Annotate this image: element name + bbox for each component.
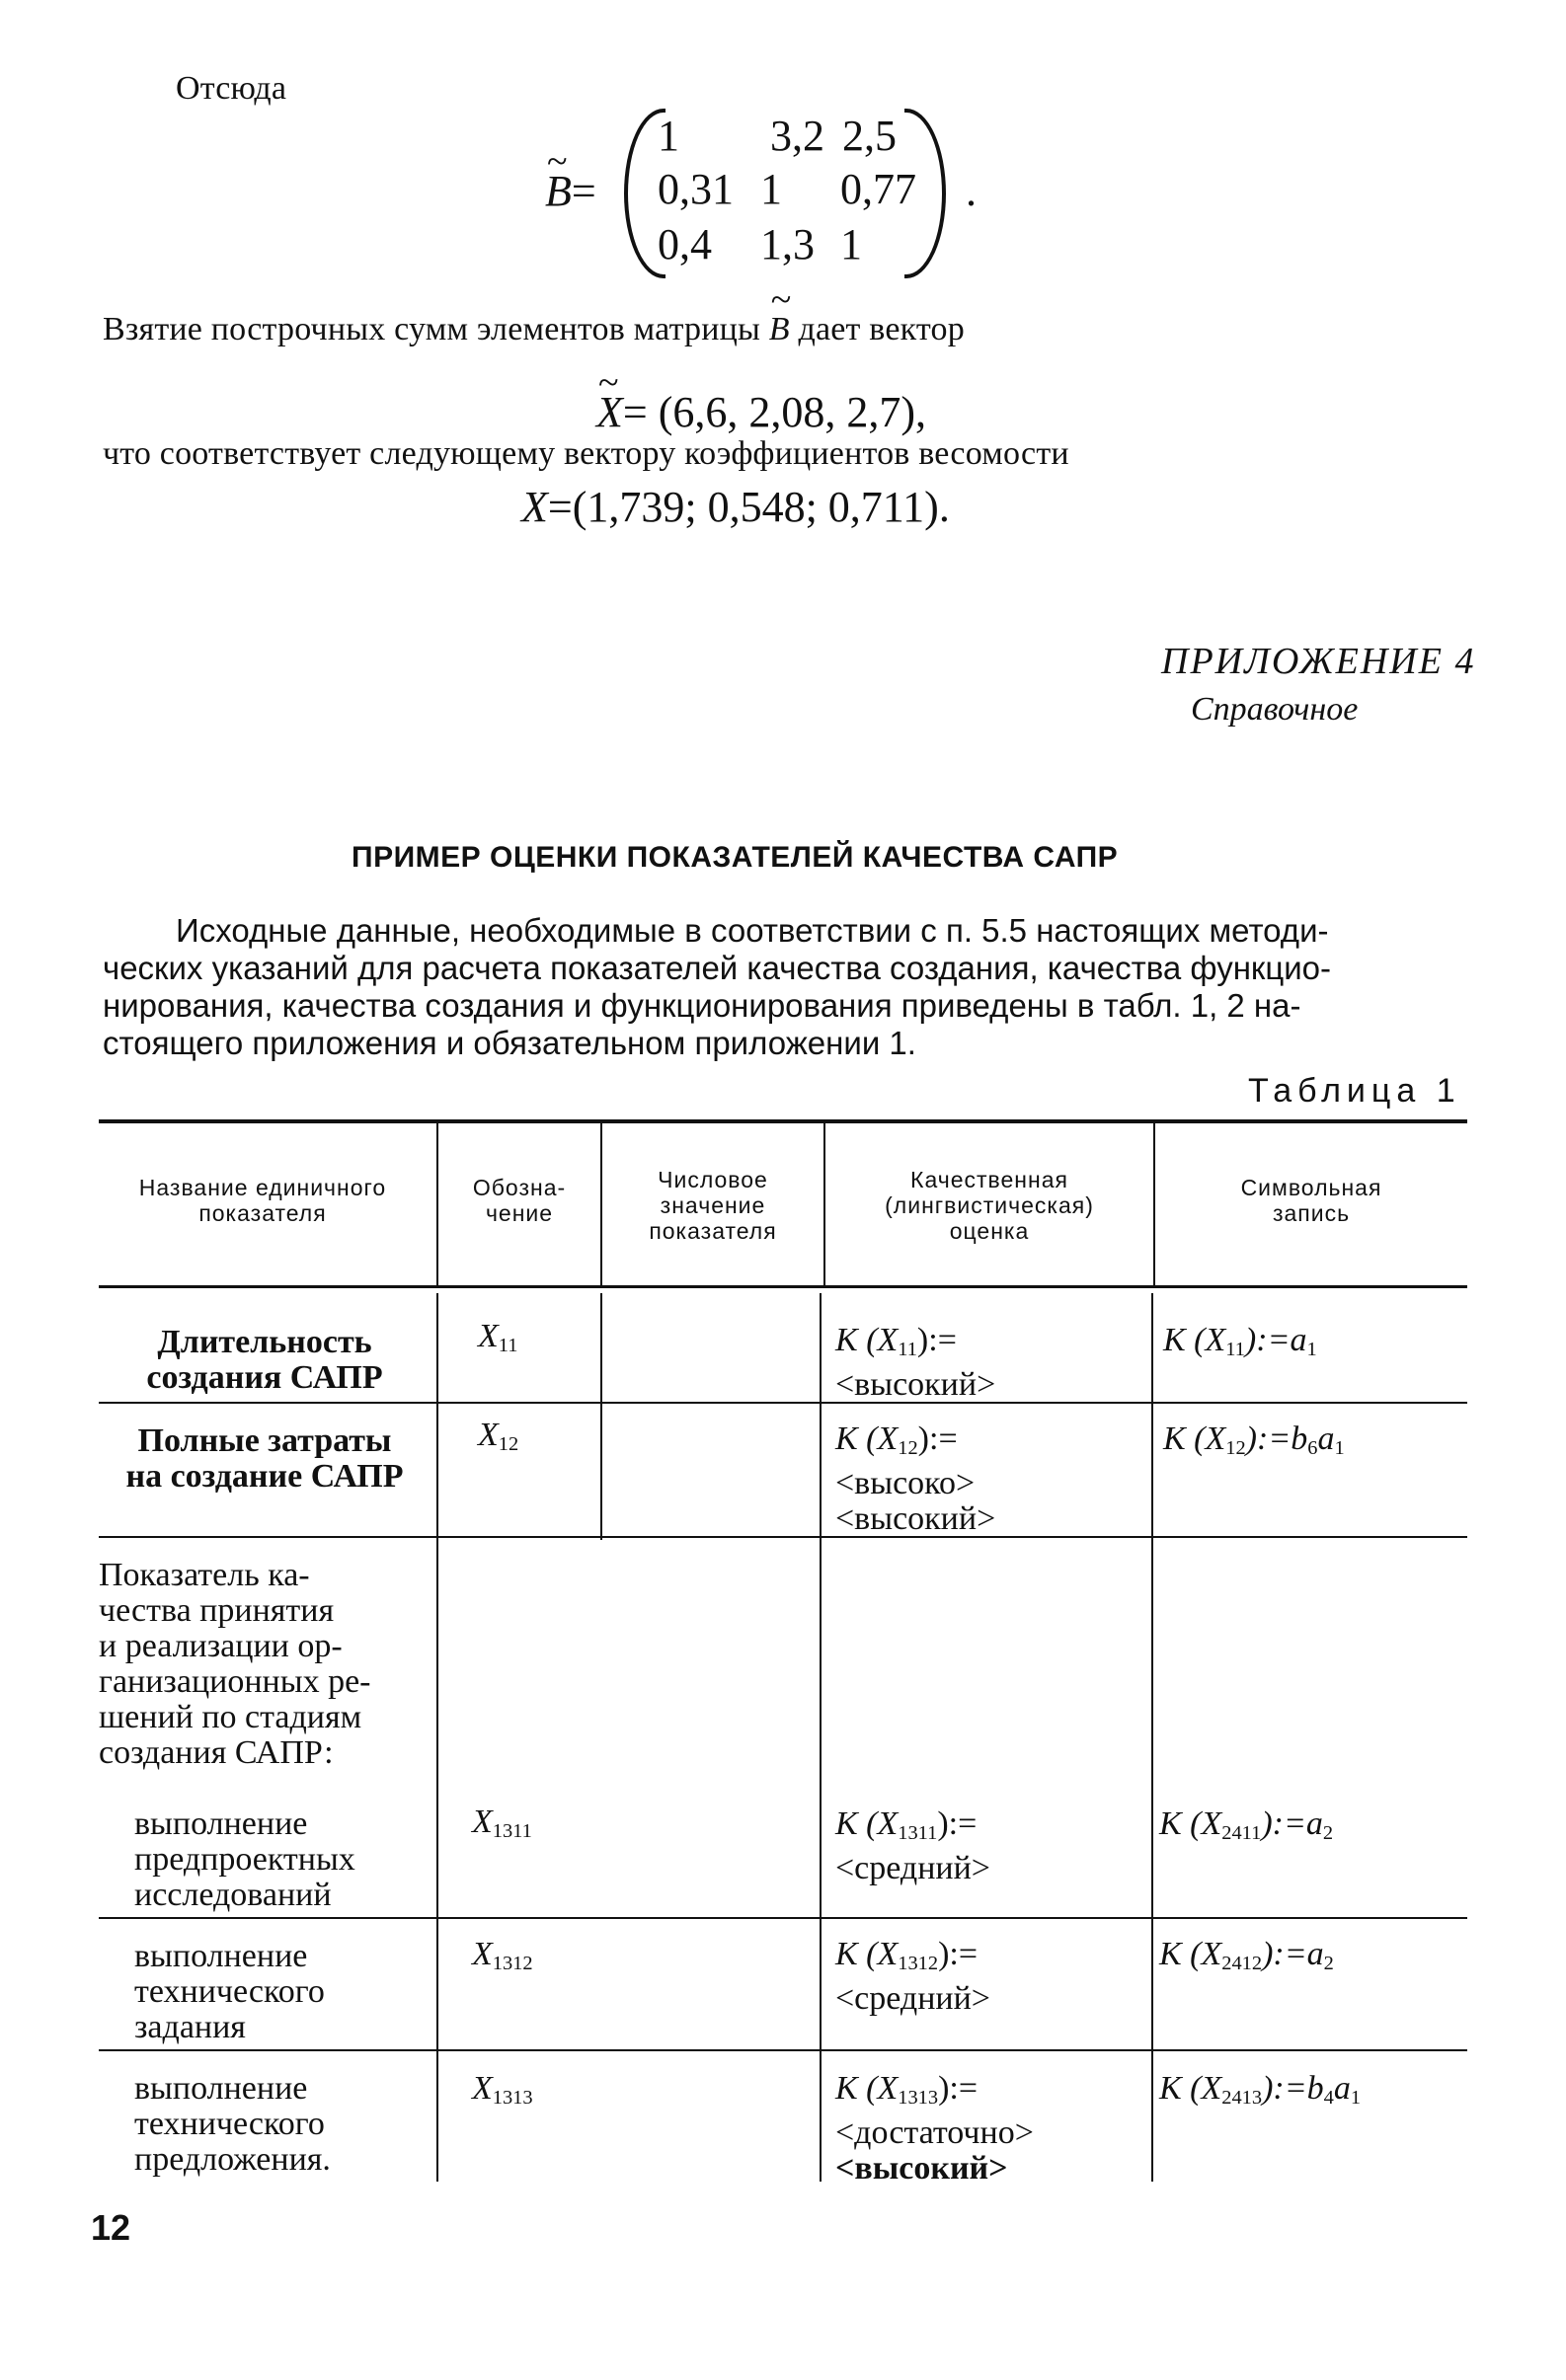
matrix-end-period: . (966, 167, 977, 215)
equation-x-tilde (596, 387, 926, 438)
row4-qualitative: K $(X_{1311}):=$ <средний> (835, 1805, 990, 1887)
row2-designation: $X_{12}$ (478, 1417, 519, 1456)
text-hence: Отсюда (176, 70, 287, 107)
x-value: =(1,739; 0,548; 0,711). (547, 483, 950, 531)
row6-symbolic: K $(X_{2413}):=b_4a_1$ (1159, 2070, 1362, 2110)
x-tilde-value: = (6,6, 2,08, 2,7), (622, 388, 927, 436)
col-divider (1151, 1293, 1153, 2182)
matrix-cell: 1 (760, 165, 782, 213)
intro-paragraph (103, 912, 1471, 1062)
row6-designation: $X_{1313}$ (472, 2070, 533, 2110)
row-sums-a: Взятие построчных сумм элементов матрицы (103, 311, 761, 347)
col-divider (820, 1293, 822, 2182)
header-designation: Обозна- чение (472, 1175, 567, 1226)
row3-group-name: Показатель ка- чества принятия и реализации ор- ганизационных ре- шений по стадиям создания САПР: (99, 1557, 371, 1771)
col-divider (436, 1123, 438, 1285)
equation-x (521, 482, 950, 533)
row4-name: выполнение предпроектных исследований (134, 1805, 355, 1913)
matrix-cell: 1,3 (760, 220, 815, 269)
row2-qualitative: K $(X_{12}):=$ <высоко> <высокий> (835, 1420, 996, 1538)
row5-name: выполнение технического задания (134, 1938, 325, 2045)
section-heading: ПРИМЕР ОЦЕНКИ ПОКАЗАТЕЛЕЙ КАЧЕСТВА САПР (352, 841, 1119, 874)
matrix-cell: 0,4 (658, 220, 712, 269)
text-row-sums (103, 310, 965, 349)
row5-designation: $X_{1312}$ (472, 1936, 533, 1975)
matrix-cell: 1 (658, 112, 679, 160)
row2-symbolic: K $(X_{12}):=b_6a_1$ (1163, 1420, 1345, 1460)
text-corresponds: что соответствует следующему вектору коэффициентов весомости (103, 435, 1069, 472)
header-symbolic: Символьная запись (1240, 1175, 1382, 1226)
row6-qualitative: K $(X_{1313}):=$ <достаточно> <высокий> (835, 2070, 1034, 2188)
row5-qualitative: K $(X_{1312}):=$ <средний> (835, 1936, 990, 2018)
matrix-cell: 2,5 (842, 112, 897, 160)
table-top-rule (99, 1119, 1467, 1123)
header-name: Название единичного показателя (138, 1175, 387, 1226)
matrix-var: ~ B (545, 166, 572, 217)
para-line: ческих указаний для расчета показателей качества создания, качества функцио- (103, 950, 1332, 986)
matrix-cell: 1 (840, 220, 862, 269)
row1-name: Длительность создания САПР (146, 1324, 383, 1396)
table-caption: Таблица 1 (1248, 1072, 1461, 1110)
row2-name: Полные затраты на создание САПР (125, 1422, 404, 1495)
col-divider (600, 1123, 602, 1285)
x-tilde-var: ~ X (596, 387, 623, 438)
col-divider (823, 1123, 825, 1285)
row-rule (99, 1402, 1467, 1404)
para-line: Исходные данные, необходимые в соответствии с п. 5.5 настоящих методи- (176, 912, 1329, 949)
row5-symbolic: K $(X_{2412}):=a_2$ (1159, 1936, 1334, 1975)
col-divider (600, 1293, 602, 1540)
matrix-label (545, 166, 596, 217)
row-rule (99, 1917, 1467, 1919)
appendix-title: ПРИЛОЖЕНИЕ 4 (1161, 641, 1476, 682)
row4-symbolic: K $(X_{2411}):=a_2$ (1159, 1805, 1334, 1845)
matrix-cell: 0,77 (840, 165, 916, 213)
x-var: X (521, 483, 548, 531)
header-qualitative: Качественная (лингвистическая) оценка (885, 1167, 1094, 1244)
row-rule (99, 1536, 1467, 1538)
page-number: 12 (91, 2207, 131, 2248)
row1-symbolic: K $(X_{11}):=a_1$ (1163, 1322, 1317, 1361)
row1-designation: $X_{11}$ (478, 1318, 518, 1357)
appendix-subtitle: Справочное (1191, 691, 1359, 728)
table-header-rule (99, 1285, 1467, 1288)
para-line: нирования, качества создания и функционирования приведены в табл. 1, 2 на- (103, 987, 1301, 1024)
col-divider (1153, 1123, 1155, 1285)
row6-name: выполнение технического предложения. (134, 2070, 331, 2178)
col-divider (436, 1293, 438, 2182)
row4-designation: $X_{1311}$ (472, 1804, 532, 1843)
row-sums-b: дает вектор (798, 311, 965, 347)
row1-qualitative: K $(X_{11}):=$ <высокий> (835, 1322, 996, 1404)
matrix-cell: 3,2 (770, 112, 824, 160)
header-numeric-value: Числовое значение показателя (649, 1167, 777, 1244)
row-rule (99, 2049, 1467, 2051)
matrix-cell: 0,31 (658, 165, 734, 213)
row-sums-var: ~ B (769, 310, 790, 349)
matrix-eq: = (571, 167, 596, 215)
para-line: стоящего приложения и обязательном приложении 1. (103, 1025, 916, 1061)
